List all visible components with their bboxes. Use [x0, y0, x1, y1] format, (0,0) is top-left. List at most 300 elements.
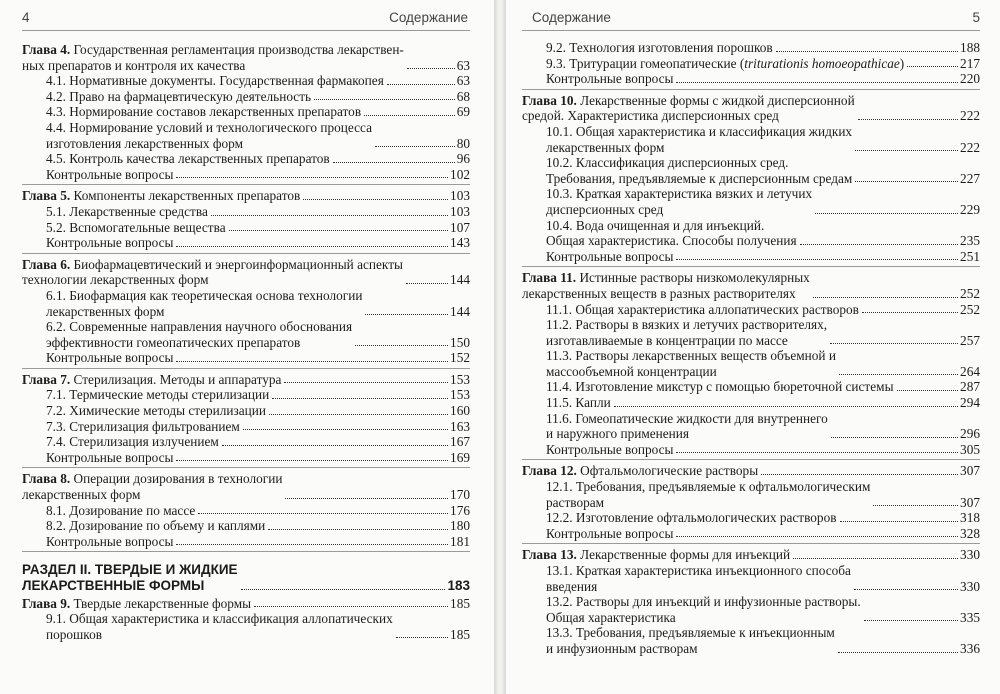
- toc-page-number: 335: [960, 609, 980, 625]
- toc-page-number: 63: [456, 57, 470, 73]
- toc-entry-line: [546, 510, 837, 526]
- toc-entry-title: [46, 534, 173, 550]
- toc-entry-line: [46, 450, 173, 466]
- toc-page-number: 103: [450, 188, 470, 204]
- toc-entry-line: [546, 171, 852, 187]
- toc-entry-sub: [22, 220, 470, 236]
- toc-entry-line: [546, 526, 673, 542]
- dot-leader: [614, 406, 958, 407]
- toc-entry-title: [522, 270, 810, 301]
- toc-page-number: 222: [960, 108, 980, 124]
- toc-entry-sub: [522, 218, 980, 249]
- toc-entry-line: [22, 487, 282, 503]
- toc-page-number: 63: [456, 73, 470, 89]
- toc-block: [522, 547, 980, 658]
- toc-entry-sub: [22, 534, 470, 550]
- toc-entry-text: 4.2. Право на фармацевтическую деятельность: [46, 88, 312, 104]
- toc-entry-text: Контрольные вопросы: [546, 525, 674, 541]
- toc-entry-line: [546, 495, 870, 511]
- toc-entry-title: [546, 249, 673, 265]
- toc-entry-chapter: [522, 547, 980, 563]
- toc-entry-title: [546, 124, 852, 155]
- toc-page-number: 143: [450, 235, 470, 251]
- toc-entry-line: [546, 186, 812, 202]
- toc-page-number: 169: [450, 449, 470, 465]
- left-running-head: Содержание: [389, 10, 468, 25]
- toc-entry-text: Лекарственные формы для инъекций: [580, 547, 791, 563]
- dot-leader: [873, 505, 958, 506]
- toc-entry-line: [546, 379, 894, 395]
- toc-entry-sub: [522, 479, 980, 510]
- toc-entry-title: [46, 73, 384, 89]
- toc-page-number: 69: [456, 104, 470, 120]
- toc-entry-text: ных препаратов и контроля их качества: [22, 57, 246, 73]
- toc-page-number: 257: [960, 332, 980, 348]
- toc-entry-text: Контрольные вопросы: [546, 441, 674, 457]
- toc-entry-chapter: [22, 188, 470, 204]
- toc-entry-title: [46, 89, 311, 105]
- chapter-label: Глава 12.: [522, 463, 577, 479]
- toc-entry-line: [46, 518, 265, 534]
- toc-entry-title: [46, 235, 173, 251]
- toc-entry-section: [22, 562, 470, 593]
- toc-entry-title: [46, 518, 265, 534]
- toc-entry-line: [546, 155, 852, 171]
- toc-entry-line: [46, 104, 361, 120]
- dot-leader: [800, 244, 958, 245]
- toc-entry-title: [546, 395, 611, 411]
- dot-leader: [365, 314, 448, 315]
- toc-entry-text: Офтальмологические растворы: [580, 463, 759, 479]
- toc-page-number: 144: [450, 272, 470, 288]
- toc-page-number: 217: [960, 55, 980, 71]
- toc-entry-sub: [522, 510, 980, 526]
- toc-entry-text: дисперсионных сред: [546, 201, 664, 217]
- toc-page-number: 296: [960, 426, 980, 442]
- toc-entry-text: Общая характеристика: [546, 609, 676, 625]
- toc-page-number: 152: [450, 350, 470, 366]
- toc-entry-title: [546, 218, 797, 249]
- toc-entry-sub: [22, 450, 470, 466]
- toc-entry-text: 9.2. Технология изготовления порошков: [546, 40, 773, 55]
- toc-entry-text: средой. Характеристика дисперсионных сред: [522, 108, 779, 124]
- toc-page-number: 167: [450, 434, 470, 450]
- toc-entry-line: [546, 249, 673, 265]
- toc-entry-line: [46, 220, 226, 236]
- toc-entry-title: [546, 56, 904, 72]
- toc-entry-line: [46, 204, 208, 220]
- toc-entry-line: [546, 563, 851, 579]
- toc-entry-chapter: [22, 42, 470, 73]
- toc-entry-title: [46, 450, 173, 466]
- toc-entry-text: Требования, предъявляемые к дисперсионным средам: [546, 170, 853, 186]
- chapter-label: Глава 13.: [522, 547, 577, 563]
- toc-entry-text: изготовления лекарственных форм: [46, 135, 243, 151]
- toc-page-number: 251: [960, 248, 980, 264]
- right-running-head: Содержание: [532, 10, 611, 25]
- toc-entry-text: лекарственных форм: [546, 139, 665, 155]
- left-page: [0, 0, 494, 694]
- toc-page-number: 144: [450, 303, 470, 319]
- toc-entry-line: [22, 372, 281, 388]
- toc-entry-sub: [522, 186, 980, 217]
- dot-leader: [761, 474, 958, 475]
- toc-entry-title: [22, 188, 300, 204]
- toc-entry-title: [22, 471, 282, 502]
- toc-entry-line: [22, 471, 282, 487]
- dot-leader: [272, 398, 448, 399]
- toc-entry-line: [46, 319, 352, 335]
- toc-entry-title: [546, 442, 673, 458]
- toc-entry-sub: [22, 419, 470, 435]
- toc-entry-line: [546, 348, 836, 364]
- toc-entry-text: Государственная регламентация производства лекарствен-: [73, 42, 404, 57]
- dot-leader: [854, 589, 958, 590]
- toc-block: [522, 93, 980, 268]
- left-page-number: 4: [22, 10, 30, 25]
- toc-entry-line: [46, 611, 393, 627]
- dot-leader: [229, 230, 448, 231]
- toc-entry-text: 10.1. Общая характеристика и классификация жидких: [546, 123, 853, 139]
- toc-entry-line: [546, 124, 852, 140]
- toc-entry-text: Контрольные вопросы: [46, 533, 174, 549]
- toc-entry-line: [546, 579, 851, 595]
- toc-entry-sub: [22, 120, 470, 151]
- toc-page-number: 330: [960, 547, 980, 563]
- dot-leader: [776, 51, 958, 52]
- dot-leader: [840, 521, 959, 522]
- toc-entry-line: [546, 479, 870, 495]
- toc-page-number: 307: [960, 463, 980, 479]
- toc-entry-text: Контрольные вопросы: [46, 350, 174, 366]
- toc-entry-chapter: [22, 372, 470, 388]
- dot-leader: [176, 246, 448, 247]
- toc-page-number: 150: [450, 334, 470, 350]
- toc-entry-text: растворам: [546, 494, 605, 510]
- dot-leader: [839, 374, 958, 375]
- toc-entry-sub: [22, 204, 470, 220]
- toc-page-number: 235: [960, 233, 980, 249]
- toc-entry-title: [46, 288, 362, 319]
- toc-entry-text: лекарственных форм: [22, 487, 141, 503]
- dot-leader: [676, 259, 958, 260]
- toc-entry-text: Контрольные вопросы: [546, 248, 674, 264]
- toc-entry-text: и инфузионным растворам: [546, 640, 698, 656]
- toc-entry-line: [546, 442, 673, 458]
- toc-entry-chapter: [522, 93, 980, 124]
- toc-entry-sub: [22, 403, 470, 419]
- toc-entry-text: 12.2. Изготовление офтальмологических растворов: [546, 510, 837, 526]
- toc-entry-text: Контрольные вопросы: [546, 71, 674, 87]
- dot-leader: [831, 437, 958, 438]
- toc-page-number: 252: [960, 285, 980, 301]
- toc-page-number: 252: [960, 301, 980, 317]
- toc-entry-sub: [522, 155, 980, 186]
- dot-leader: [364, 115, 455, 116]
- toc-entry-text: эффективности гомеопатических препаратов: [46, 334, 301, 350]
- toc-entry-title: [46, 204, 208, 220]
- toc-entry-sub: [22, 89, 470, 105]
- toc-entry-line: [546, 426, 828, 442]
- toc-page-number: 222: [960, 139, 980, 155]
- toc-page-number: 68: [456, 88, 470, 104]
- toc-entry-title: [522, 93, 855, 124]
- toc-entry-sub: [522, 317, 980, 348]
- toc-entry-line: [546, 71, 673, 87]
- dot-leader: [815, 213, 958, 214]
- toc-entry-line: [46, 136, 372, 152]
- toc-entry-line: [546, 218, 797, 234]
- toc-entry-text: Стерилизация. Методы и аппаратура: [73, 371, 282, 387]
- toc-entry-text: 13.3. Требования, предъявляемые к инъекционным: [546, 625, 835, 641]
- dot-leader: [858, 119, 958, 120]
- toc-entry-line: [46, 304, 362, 320]
- toc-entry-title: [546, 71, 673, 87]
- toc-entry-line: [46, 235, 173, 251]
- toc-entry-line: [46, 167, 173, 183]
- toc-page-number: 96: [456, 151, 470, 167]
- toc-entry-line: [522, 108, 855, 124]
- toc-block: [22, 257, 470, 369]
- toc-entry-text: Общая характеристика. Способы получения: [546, 233, 797, 249]
- chapter-label: Глава 5.: [22, 188, 71, 204]
- toc-entry-sub: [22, 73, 470, 89]
- toc-entry-line: [546, 333, 827, 349]
- toc-entry-text: 7.3. Стерилизация фильтрованием: [46, 418, 240, 434]
- toc-entry-title: [546, 510, 837, 526]
- dot-leader: [676, 536, 958, 537]
- toc-entry-text: triturationis homoeopathicae: [744, 55, 900, 71]
- toc-page-number: 287: [960, 379, 980, 395]
- toc-entry-line: [522, 93, 855, 109]
- toc-entry-line: [22, 578, 238, 594]
- toc-page-number: 180: [450, 518, 470, 534]
- dot-leader: [838, 652, 958, 653]
- toc-entry-text: массообъемной концентрации: [546, 363, 717, 379]
- chapter-label: Глава 11.: [522, 270, 577, 286]
- toc-page-number: 185: [450, 626, 470, 642]
- toc-entry-chapter: [22, 257, 470, 288]
- dot-leader: [222, 445, 448, 446]
- dot-leader: [284, 382, 448, 383]
- toc-entry-chapter: [22, 596, 470, 612]
- toc-entry-text: 4.4. Нормирование условий и технологического процесса: [46, 119, 372, 135]
- toc-entry-text: 10.2. Классификация дисперсионных сред.: [546, 155, 789, 171]
- toc-entry-text: порошков: [46, 626, 103, 642]
- dot-leader: [254, 606, 448, 607]
- toc-page-number: 229: [960, 201, 980, 217]
- toc-entry-line: [46, 627, 393, 643]
- left-toc: [22, 40, 470, 647]
- dot-leader: [855, 181, 958, 182]
- toc-entry-text: 11.4. Изготовление микстур с помощью бюреточной системы: [546, 379, 894, 395]
- toc-entry-title: [546, 302, 859, 318]
- toc-page-number: 183: [447, 578, 470, 593]
- toc-entry-sub: [522, 395, 980, 411]
- toc-entry-line: [522, 286, 810, 302]
- dot-leader: [303, 199, 448, 200]
- toc-page-number: 305: [960, 441, 980, 457]
- toc-entry-line: [22, 257, 403, 273]
- toc-entry-line: [546, 140, 852, 156]
- toc-entry-text: Контрольные вопросы: [46, 166, 174, 182]
- toc-entry-sub: [22, 151, 470, 167]
- toc-entry-text: ): [899, 55, 905, 71]
- toc-entry-line: [522, 547, 790, 563]
- toc-entry-title: [22, 257, 403, 288]
- dot-leader: [314, 99, 455, 100]
- toc-entry-title: [546, 625, 835, 656]
- toc-entry-line: [22, 596, 251, 612]
- toc-entry-title: [522, 547, 790, 563]
- toc-entry-sub: [22, 319, 470, 350]
- toc-entry-line: [546, 364, 836, 380]
- toc-page-number: 153: [450, 387, 470, 403]
- toc-entry-sub: [22, 167, 470, 183]
- toc-entry-text: 6.2. Современные направления научного обоснования: [46, 319, 353, 335]
- toc-entry-line: [46, 335, 352, 351]
- toc-entry-title: [46, 151, 330, 167]
- dot-leader: [355, 345, 448, 346]
- toc-entry-text: лекарственных веществ в разных растворителях: [522, 285, 796, 301]
- toc-entry-title: [22, 596, 251, 612]
- toc-entry-line: [46, 73, 384, 89]
- toc-page-number: 102: [450, 166, 470, 182]
- toc-entry-title: [46, 220, 226, 236]
- toc-entry-title: [46, 120, 372, 151]
- toc-block: [22, 471, 470, 552]
- toc-entry-sub: [22, 503, 470, 519]
- toc-page-number: 330: [960, 578, 980, 594]
- toc-entry-text: лекарственных форм: [46, 303, 165, 319]
- toc-page-number: 103: [450, 203, 470, 219]
- toc-entry-text: Твердые лекарственные формы: [73, 595, 252, 611]
- toc-page-number: 181: [450, 533, 470, 549]
- toc-entry-title: [46, 403, 266, 419]
- toc-entry-title: [46, 167, 173, 183]
- toc-entry-line: [546, 40, 773, 56]
- toc-entry-text: введения: [546, 578, 598, 594]
- dot-leader: [176, 361, 448, 362]
- toc-entry-line: [46, 419, 240, 435]
- toc-entry-sub: [522, 563, 980, 594]
- toc-entry-line: [46, 503, 195, 519]
- toc-entry-text: 7.1. Термические методы стерилизации: [46, 387, 270, 403]
- dot-leader: [406, 283, 448, 284]
- toc-entry-text: 11.5. Капли: [546, 395, 611, 411]
- toc-entry-title: [46, 419, 240, 435]
- toc-entry-text: 4.3. Нормирование составов лекарственных препаратов: [46, 104, 362, 120]
- toc-entry-line: [46, 89, 311, 105]
- toc-entry-sub: [522, 56, 980, 72]
- toc-entry-line: [46, 387, 269, 403]
- toc-page-number: 264: [960, 363, 980, 379]
- toc-block: [522, 40, 980, 90]
- toc-page-number: 176: [450, 502, 470, 518]
- toc-entry-text: 11.2. Растворы в вязких и летучих растворителях,: [546, 317, 828, 333]
- toc-entry-text: 7.2. Химические методы стерилизации: [46, 403, 267, 419]
- toc-entry-sub: [522, 348, 980, 379]
- toc-page-number: 318: [960, 510, 980, 526]
- dot-leader: [333, 162, 455, 163]
- toc-block: [22, 188, 470, 253]
- right-page: [506, 0, 1000, 694]
- toc-entry-text: ЛЕКАРСТВЕННЫЕ ФОРМЫ: [22, 578, 205, 593]
- toc-entry-chapter: [522, 463, 980, 479]
- toc-entry-text: 13.1. Краткая характеристика инъекционного способа: [546, 563, 851, 578]
- toc-entry-text: Лекарственные формы с жидкой дисперсионной: [580, 92, 855, 108]
- toc-page-number: 163: [450, 418, 470, 434]
- toc-page-number: 307: [960, 494, 980, 510]
- toc-entry-title: [546, 317, 827, 348]
- chapter-label: Глава 4.: [22, 42, 71, 57]
- toc-entry-title: [22, 42, 404, 73]
- toc-entry-text: 4.1. Нормативные документы. Государственная фармакопея: [46, 73, 384, 89]
- chapter-label: Глава 6.: [22, 256, 71, 272]
- toc-entry-title: [546, 186, 812, 217]
- toc-page-number: 80: [456, 135, 470, 151]
- toc-page-number: 160: [450, 403, 470, 419]
- toc-entry-sub: [522, 379, 980, 395]
- toc-entry-sub: [522, 411, 980, 442]
- dot-leader: [375, 146, 455, 147]
- chapter-label: Глава 9.: [22, 595, 71, 611]
- toc-entry-sub: [22, 518, 470, 534]
- toc-page-number: 328: [960, 525, 980, 541]
- toc-entry-text: 5.2. Вспомогательные вещества: [46, 219, 226, 235]
- toc-block: [22, 42, 470, 185]
- right-page-number: 5: [972, 10, 980, 25]
- dot-leader: [285, 498, 448, 499]
- toc-entry-sub: [22, 350, 470, 366]
- right-header-rule: [522, 30, 980, 31]
- dot-leader: [396, 637, 448, 638]
- toc-entry-sub: [522, 526, 980, 542]
- toc-entry-text: 8.1. Дозирование по массе: [46, 502, 196, 518]
- toc-entry-text: РАЗДЕЛ II. ТВЕРДЫЕ И ЖИДКИЕ: [22, 562, 238, 578]
- dot-leader: [241, 589, 446, 590]
- dot-leader: [830, 343, 958, 344]
- right-toc: [522, 40, 980, 662]
- toc-entry-text: 11.3. Растворы лекарственных веществ объемной и: [546, 348, 836, 364]
- toc-entry-line: [546, 610, 861, 626]
- dot-leader: [676, 452, 958, 453]
- toc-entry-line: [46, 151, 330, 167]
- toc-entry-title: [46, 503, 195, 519]
- toc-entry-line: [22, 188, 300, 204]
- toc-entry-line: [46, 434, 219, 450]
- toc-block: [22, 562, 470, 644]
- toc-entry-text: Контрольные вопросы: [46, 235, 174, 251]
- toc-entry-chapter: [22, 471, 470, 502]
- toc-entry-title: [522, 463, 758, 479]
- toc-entry-text: Истинные растворы низкомолекулярных: [579, 270, 810, 286]
- toc-entry-title: [546, 40, 773, 56]
- toc-entry-text: 10.3. Краткая характеристика вязких и летучих: [546, 186, 813, 202]
- dot-leader: [676, 82, 958, 83]
- toc-entry-text: Операции дозирования в технологии: [73, 471, 283, 487]
- toc-page-number: 294: [960, 395, 980, 411]
- toc-entry-text: 11.1. Общая характеристика аллопатических растворов: [546, 301, 859, 317]
- toc-entry-sub: [22, 235, 470, 251]
- toc-entry-title: [46, 387, 269, 403]
- dot-leader: [387, 84, 455, 85]
- toc-entry-title: [546, 594, 861, 625]
- toc-page-number: 220: [960, 71, 980, 87]
- book-spine: [494, 0, 506, 694]
- toc-entry-text: 13.2. Растворы для инъекций и инфузионные растворы.: [546, 594, 861, 610]
- toc-entry-text: 5.1. Лекарственные средства: [46, 203, 208, 219]
